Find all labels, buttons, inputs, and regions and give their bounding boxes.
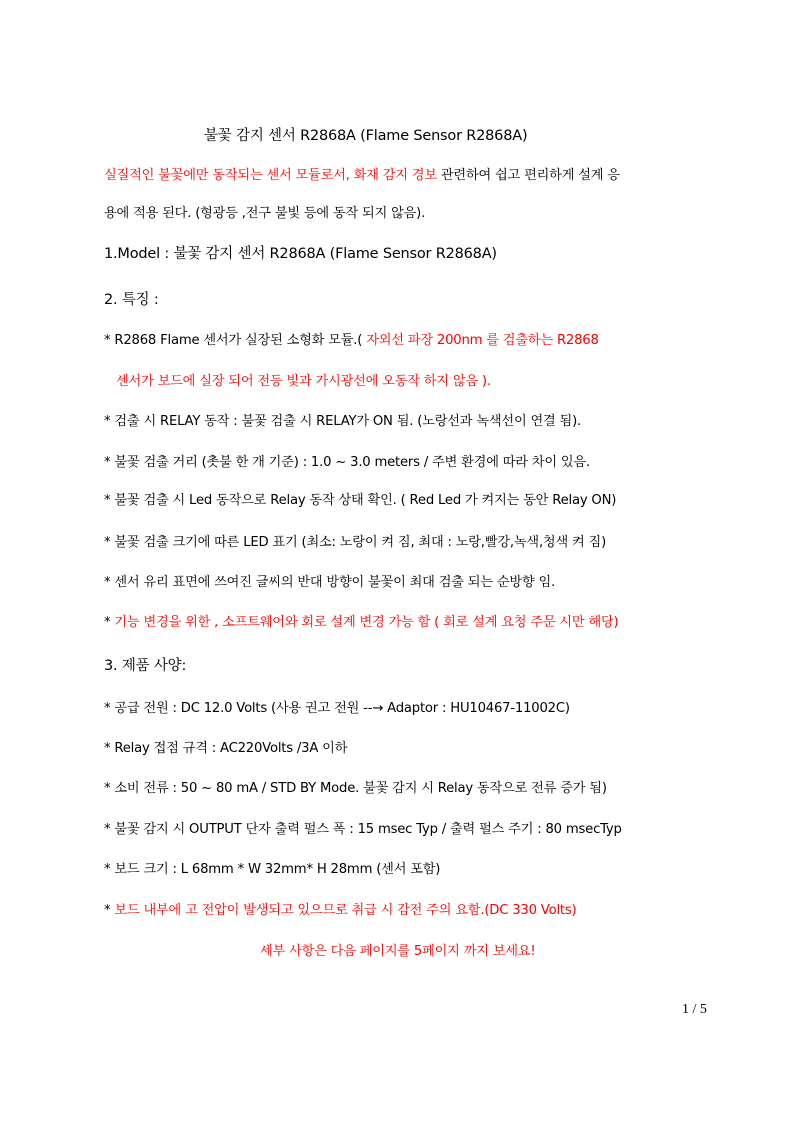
spec-item: * 불꽃 감지 시 OUTPUT 단자 출력 펄스 폭 : 15 msec Typ / 출력 펄스 주기 : 80 msecTyp	[104, 822, 622, 837]
feature-item: * 불꽃 검출 거리 (촛불 한 개 기준) : 1.0 ~ 3.0 meters / 주변 환경에 따라 차이 있음.	[104, 455, 590, 470]
feature-highlight: 자외선 파장 200nm 를 검출하는 R2868	[362, 333, 599, 348]
feature-item: * 불꽃 검출 크기에 따른 LED 표기 (최소: 노랑이 켜 짐, 최대 : 노랑,빨강,녹색,청색 켜 짐)	[104, 535, 607, 550]
spec-warning: 보드 내부에 고 전압이 발생되고 있으므로 취급 시 감전 주의 요함.(DC 330 Volts)	[110, 903, 577, 918]
intro-line-1	[104, 166, 620, 186]
notice: 세부 사항은 다음 페이지를 5페이지 까지 보세요!	[260, 944, 536, 959]
spec-item: * 공급 전원 : DC 12.0 Volts (사용 권고 전원 --→ Adaptor : HU10467-11002C)	[104, 701, 570, 716]
spec-item	[104, 901, 577, 921]
features-heading: 2. 특징 :	[104, 292, 159, 308]
spec-item: * 보드 크기 : L 68mm * W 32mm* H 28mm (센서 포함)	[104, 862, 441, 877]
specs-heading: 3. 제품 사양:	[104, 658, 187, 674]
feature-item: * 센서 유리 표면에 쓰여진 글씨의 반대 방향이 불꽃이 최대 검출 되는 순방향 임.	[104, 575, 555, 590]
intro-highlight: 실질적인 불꽃에만 동작되는 센서 모듈로서, 화재 감지 경보	[104, 168, 437, 183]
feature-item	[104, 331, 599, 351]
feature-continuation: 센서가 보드에 실장 되어 전등 빛과 가시광선에 오동작 하지 않음 ).	[116, 374, 491, 389]
intro-text: 관련하여 쉽고 편리하게 설계 응	[436, 168, 620, 183]
document-title: 불꽃 감지 센서 R2868A (Flame Sensor R2868A)	[204, 128, 528, 144]
feature-item: * 불꽃 검출 시 Led 동작으로 Relay 동작 상태 확인. ( Red Led 가 켜지는 동안 Relay ON)	[104, 493, 617, 508]
bullet: *	[104, 615, 111, 630]
page-number: 1 / 5	[682, 1002, 707, 1017]
feature-item: * 검출 시 RELAY 동작 : 불꽃 검출 시 RELAY가 ON 됨. (노랑선과 녹색선이 연결 됨).	[104, 414, 582, 429]
model-line: 1.Model : 불꽃 감지 센서 R2868A (Flame Sensor R2868A)	[104, 246, 497, 262]
feature-text: * R2868 Flame 센서가 실장된 소형화 모듈.(	[104, 333, 363, 348]
feature-highlight: 기능 변경을 위한 , 소프트웨어와 회로 설계 변경 가능 함 ( 회로 설계 요청 주문 시만 해당)	[110, 615, 619, 630]
spec-item: * Relay 접점 규격 : AC220Volts /3A 이하	[104, 741, 348, 756]
feature-item	[104, 613, 618, 633]
intro-line-2: 용에 적용 된다. (형광등 ,전구 불빛 등에 동작 되지 않음).	[104, 206, 426, 221]
spec-item: * 소비 전류 : 50 ~ 80 mA / STD BY Mode. 불꽃 감지 시 Relay 동작으로 전류 증가 됨)	[104, 781, 607, 796]
bullet: *	[104, 903, 111, 918]
